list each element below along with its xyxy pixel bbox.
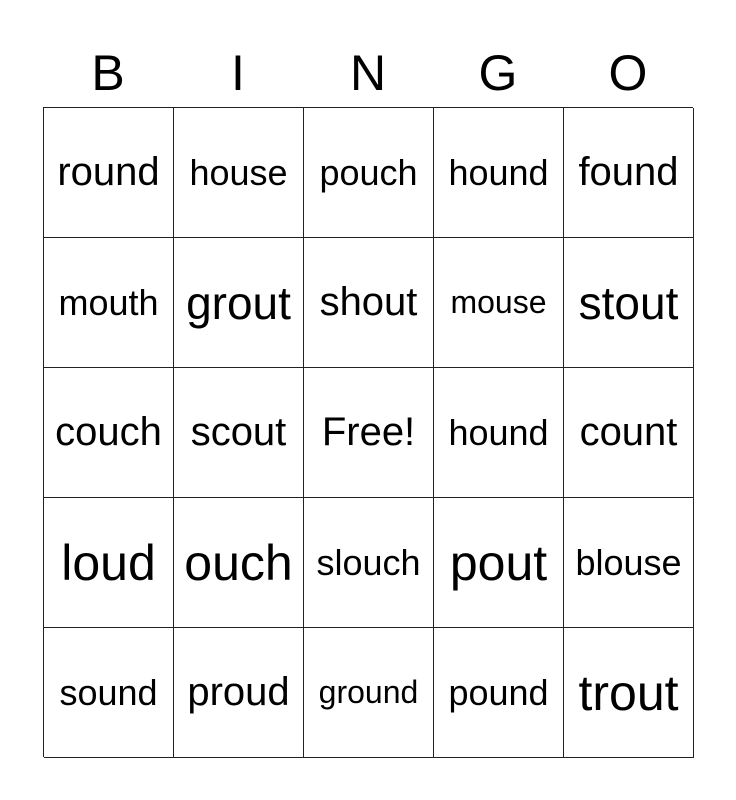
bingo-header <box>43 40 693 106</box>
bingo-cell[interactable]: house <box>174 108 304 238</box>
bingo-cell[interactable]: blouse <box>564 498 694 628</box>
bingo-cell[interactable]: slouch <box>304 498 434 628</box>
bingo-cell[interactable]: trout <box>564 628 694 758</box>
bingo-cell[interactable]: round <box>44 108 174 238</box>
free-space-cell[interactable]: Free! <box>304 368 434 498</box>
bingo-cell[interactable]: couch <box>44 368 174 498</box>
header-letter-n: N <box>349 45 387 101</box>
bingo-cell[interactable]: shout <box>304 238 434 368</box>
header-letter-b: B <box>91 45 125 101</box>
bingo-cell[interactable]: pouch <box>304 108 434 238</box>
bingo-cell[interactable]: count <box>564 368 694 498</box>
bingo-cell[interactable]: scout <box>174 368 304 498</box>
bingo-cell[interactable]: mouth <box>44 238 174 368</box>
bingo-cell[interactable]: mouse <box>434 238 564 368</box>
bingo-cell[interactable]: proud <box>174 628 304 758</box>
bingo-cell[interactable]: found <box>564 108 694 238</box>
bingo-cell[interactable]: ground <box>304 628 434 758</box>
bingo-cell[interactable]: pound <box>434 628 564 758</box>
bingo-cell[interactable]: grout <box>174 238 304 368</box>
bingo-board <box>43 107 693 757</box>
header-letter-i: I <box>231 45 245 101</box>
bingo-cell[interactable]: hound <box>434 368 564 498</box>
bingo-cell[interactable]: hound <box>434 108 564 238</box>
bingo-cell[interactable]: ouch <box>174 498 304 628</box>
bingo-cell[interactable]: stout <box>564 238 694 368</box>
bingo-cell[interactable]: sound <box>44 628 174 758</box>
bingo-cell[interactable]: pout <box>434 498 564 628</box>
bingo-cell[interactable]: loud <box>44 498 174 628</box>
header-letter-o: O <box>608 45 648 101</box>
header-letter-g: G <box>478 45 518 101</box>
